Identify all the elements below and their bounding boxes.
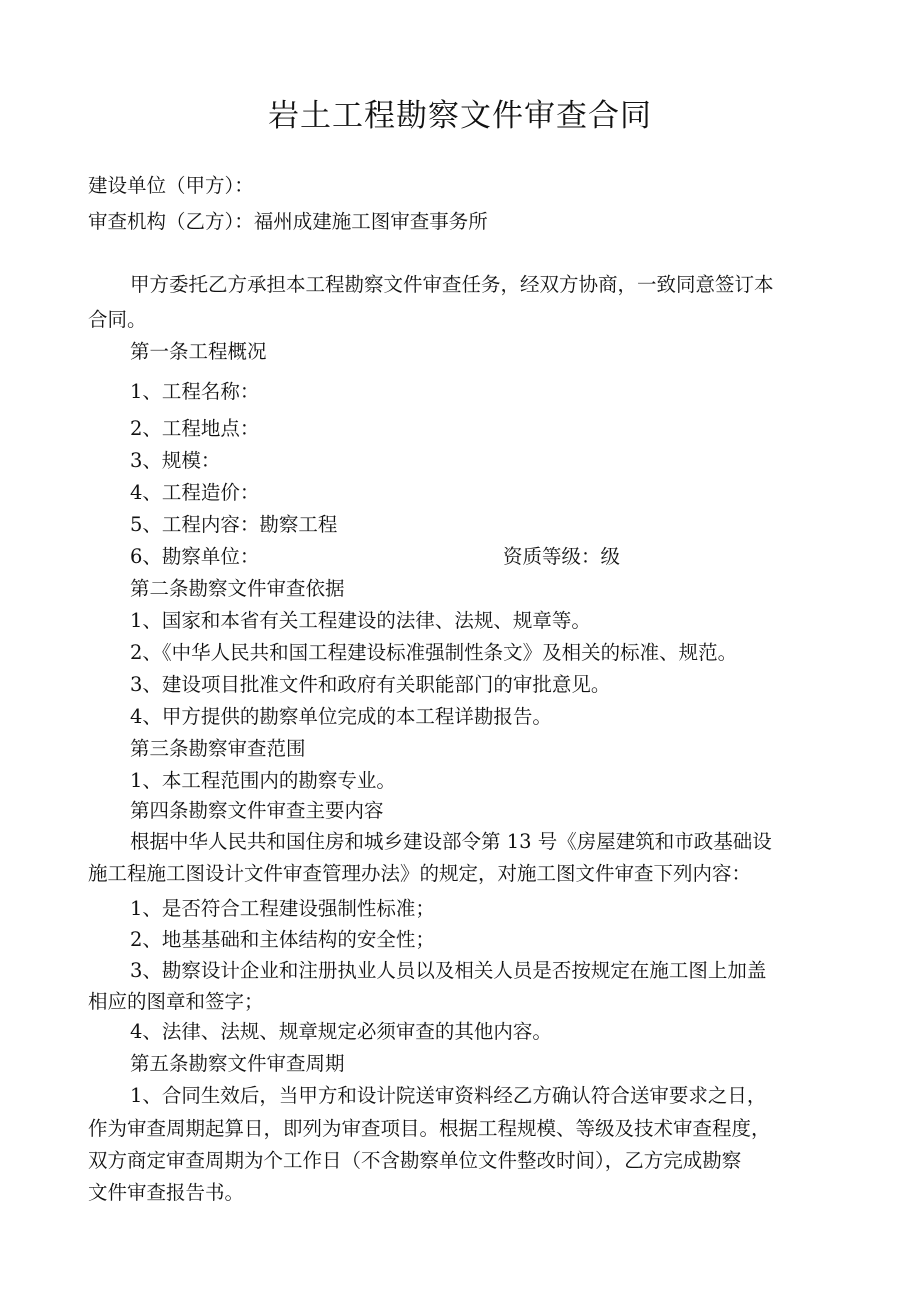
article5-paragraph-line3: 双方商定审查周期为个工作日（不含勘察单位文件整改时间），乙方完成勘察 (88, 1149, 742, 1172)
article4-item4: 4、法律、法规、规章规定必须审查的其他内容。 (130, 1020, 552, 1043)
intro-paragraph-line2: 合同。 (88, 308, 147, 331)
article4-paragraph-line1: 根据中华人民共和国住房和城乡建设部令第 13 号《房屋建筑和市政基础设 (130, 830, 772, 853)
article5-heading: 第五条勘察文件审查周期 (130, 1052, 345, 1075)
article5-paragraph-line1: 1、合同生效后，当甲方和设计院送审资料经乙方确认符合送审要求之日， (130, 1084, 767, 1107)
article4-item3-line1: 3、勘察设计企业和注册执业人员以及相关人员是否按规定在施工图上加盖 (130, 959, 767, 982)
article2-item3: 3、建设项目批准文件和政府有关职能部门的审批意见。 (130, 673, 611, 696)
article1-item2: 2、工程地点： (130, 417, 260, 440)
article1-item3: 3、规模： (130, 449, 221, 472)
article1-heading: 第一条工程概况 (130, 340, 267, 363)
article1-item6: 6、勘察单位： (130, 545, 260, 568)
party-b-line: 审查机构（乙方）：福州成建施工图审查事务所 (88, 210, 488, 233)
article5-paragraph-line4: 文件审查报告书。 (88, 1181, 245, 1204)
article1-item4: 4、工程造价： (130, 481, 260, 504)
article1-item5: 5、工程内容：勘察工程 (130, 513, 338, 536)
article4-heading: 第四条勘察文件审查主要内容 (130, 799, 384, 822)
article4-item3-line2: 相应的图章和签字； (88, 990, 264, 1013)
article4-paragraph-line2: 施工程施工图设计文件审查管理办法》的规定，对施工图文件审查下列内容： (88, 862, 752, 885)
article5-paragraph-line2: 作为审查周期起算日，即列为审查项目。根据工程规模、等级及技术审查程度， (88, 1117, 771, 1140)
article3-item1: 1、本工程范围内的勘察专业。 (130, 769, 396, 792)
article2-item2: 2、《中华人民共和国工程建设标准强制性条文》及相关的标准、规范。 (130, 641, 738, 664)
article4-item1: 1、是否符合工程建设强制性标准； (130, 897, 435, 920)
article3-heading: 第三条勘察审查范围 (130, 737, 306, 760)
intro-paragraph-line1: 甲方委托乙方承担本工程勘察文件审查任务，经双方协商，一致同意签订本 (130, 273, 774, 296)
article1-item6-row (130, 542, 259, 572)
article1-item1: 1、工程名称： (130, 380, 260, 403)
article2-item4: 4、甲方提供的勘察单位完成的本工程详勘报告。 (130, 705, 552, 728)
article1-item6-qualification: 资质等级：级 (503, 545, 621, 568)
article2-heading: 第二条勘察文件审查依据 (130, 577, 345, 600)
document-title: 岩土工程勘察文件审查合同 (268, 98, 652, 134)
article2-item1: 1、国家和本省有关工程建设的法律、法规、规章等。 (130, 609, 591, 632)
article4-item2: 2、地基基础和主体结构的安全性； (130, 928, 435, 951)
party-a-line: 建设单位（甲方）： (88, 174, 254, 197)
